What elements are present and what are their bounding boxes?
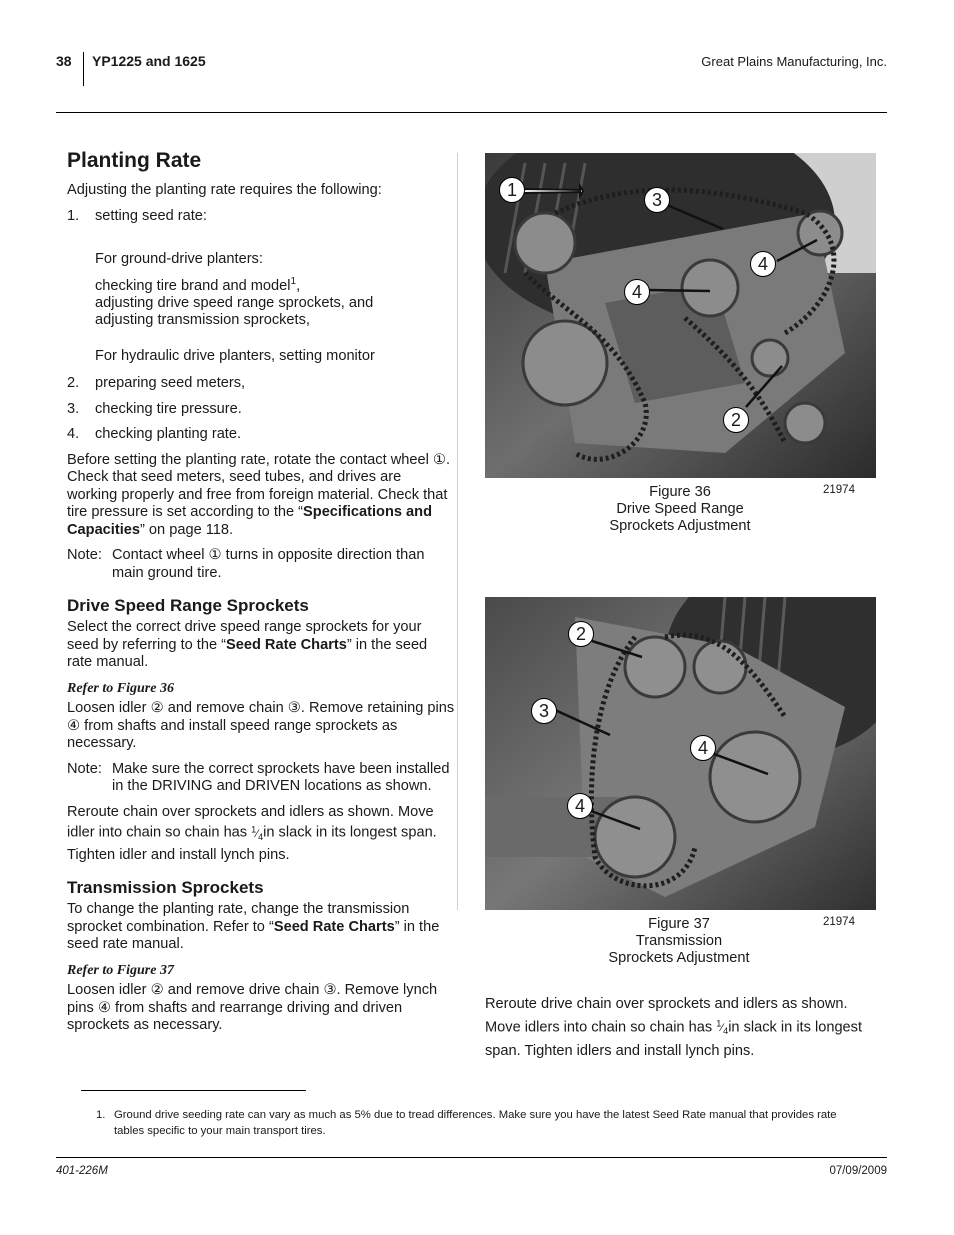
callout-4: 4	[567, 793, 593, 819]
drive-speed-paragraph: Select the correct drive speed range sprockets for your seed by referring to the “Seed Rate Charts” in the seed rate manual.	[67, 619, 428, 671]
list-number: 4.	[67, 426, 80, 443]
footer-rule	[56, 1157, 887, 1158]
hydraulic-text: For hydraulic drive planters, setting monitor	[95, 347, 375, 364]
list-text: checking planting rate.	[95, 426, 242, 443]
callout-1: 1	[499, 177, 525, 203]
doc-date: 07/09/2009	[829, 1165, 887, 1177]
list-number: 3.	[67, 400, 80, 417]
list-text: preparing seed meters,	[95, 375, 246, 392]
column-divider	[457, 153, 458, 910]
transmission-title: Transmission Sprockets	[67, 878, 264, 898]
list-number: 1.	[67, 207, 80, 224]
doc-number: 401-226M	[56, 1165, 108, 1177]
list-number: 2.	[67, 375, 80, 392]
left-column	[67, 148, 455, 1043]
figure-36-caption: Figure 36 Drive Speed Range Sprockets Adjustment	[609, 484, 751, 534]
figure-37-photo	[485, 597, 876, 910]
fraction: $^1⁄_4$	[716, 1018, 729, 1037]
note-text: Make sure the correct sprockets have been installed in the DRIVING and DRIVEN locations as shown.	[112, 760, 450, 795]
reroute-paragraph: Reroute chain over sprockets and idlers as shown. Move idler into chain so chain has $^1⁄_4in$ slack in its longest span. Tighten idler and install lynch pins.	[67, 803, 437, 863]
callout-2: 2	[568, 621, 594, 647]
list-item	[67, 208, 455, 226]
footnote-rule	[81, 1090, 306, 1091]
ground-drive-heading: For ground-drive planters:	[95, 251, 263, 267]
ground-drive-item: checking tire brand and model$^1$,	[95, 275, 301, 294]
drive-speed-title: Drive Speed Range Sprockets	[67, 596, 309, 616]
intro-text: Adjusting the planting rate requires the following:	[67, 182, 382, 198]
before-paragraph: Before setting the planting rate, rotate the contact wheel ①. Check that seed meters, seed tubes, and drives are working properly and free from foreign material. Check that tire pressure is set according to the “Specifications and Capacities” on page 118.	[67, 451, 451, 538]
callout-4: 4	[690, 735, 716, 761]
note-text: Contact wheel ① turns in opposite direction than main ground tire.	[112, 547, 425, 581]
list-text: setting seed rate:	[95, 207, 207, 224]
right-paragraph: Reroute drive chain over sprockets and idlers as shown. Move idlers into chain so chain has $^1⁄_4in$ slack in its longest span. Tighten idlers and install lynch pins.	[485, 996, 863, 1059]
list-item	[67, 375, 455, 393]
header-rule	[56, 112, 887, 113]
callout-4: 4	[624, 279, 650, 305]
figure-36-photo	[485, 153, 876, 478]
company-name: Great Plains Manufacturing, Inc.	[701, 54, 887, 69]
footnote-ref: 1	[290, 275, 297, 287]
transmission-paragraph: To change the planting rate, change the transmission sprocket combination. Refer to “Seed Rate Charts” in the seed rate manual.	[67, 901, 440, 953]
callout-3: 3	[644, 187, 670, 213]
figure-36-code: 21974	[823, 484, 855, 496]
figure-37-code: 21974	[823, 916, 855, 928]
callout-3: 3	[531, 698, 557, 724]
note	[67, 547, 455, 582]
ground-drive-item: adjusting transmission sprockets,	[95, 312, 310, 329]
figure-reference: Refer to Figure 37	[67, 962, 174, 978]
footnote	[96, 1108, 856, 1139]
callout-2: 2	[723, 407, 749, 433]
list-item	[67, 401, 455, 419]
list-item	[67, 426, 455, 444]
footnote-text: Ground drive seeding rate can vary as much as 5% due to tread differences. Make sure you have the latest Seed Rate manual that provides rate tables specific to your main transport tires.	[114, 1109, 837, 1137]
footnote-number: 1.	[96, 1109, 106, 1121]
list-text: checking tire pressure.	[95, 400, 242, 417]
transmission-steps: Loosen idler ② and remove drive chain ③. Remove lynch pins ④ from shafts and rearrange driving and driven sprockets as necessary.	[67, 982, 438, 1034]
header-divider	[83, 52, 84, 86]
figure-37-caption: Figure 37 Transmission Sprockets Adjustment	[608, 916, 750, 966]
note-label: Note:	[67, 547, 102, 564]
model-title: YP1225 and 1625	[92, 53, 206, 69]
figure-reference: Refer to Figure 36	[67, 680, 174, 696]
section-title: Planting Rate	[67, 149, 202, 172]
note	[67, 761, 455, 796]
page-number: 38	[56, 53, 72, 69]
note-label: Note:	[67, 760, 102, 777]
drive-speed-steps: Loosen idler ② and remove chain ③. Remove retaining pins ④ from shafts and install speed range sprockets as necessary.	[67, 700, 455, 752]
callout-4: 4	[750, 251, 776, 277]
fraction: $^1⁄_4$	[251, 824, 264, 843]
ground-drive-item: adjusting drive speed range sprockets, and	[95, 294, 374, 311]
